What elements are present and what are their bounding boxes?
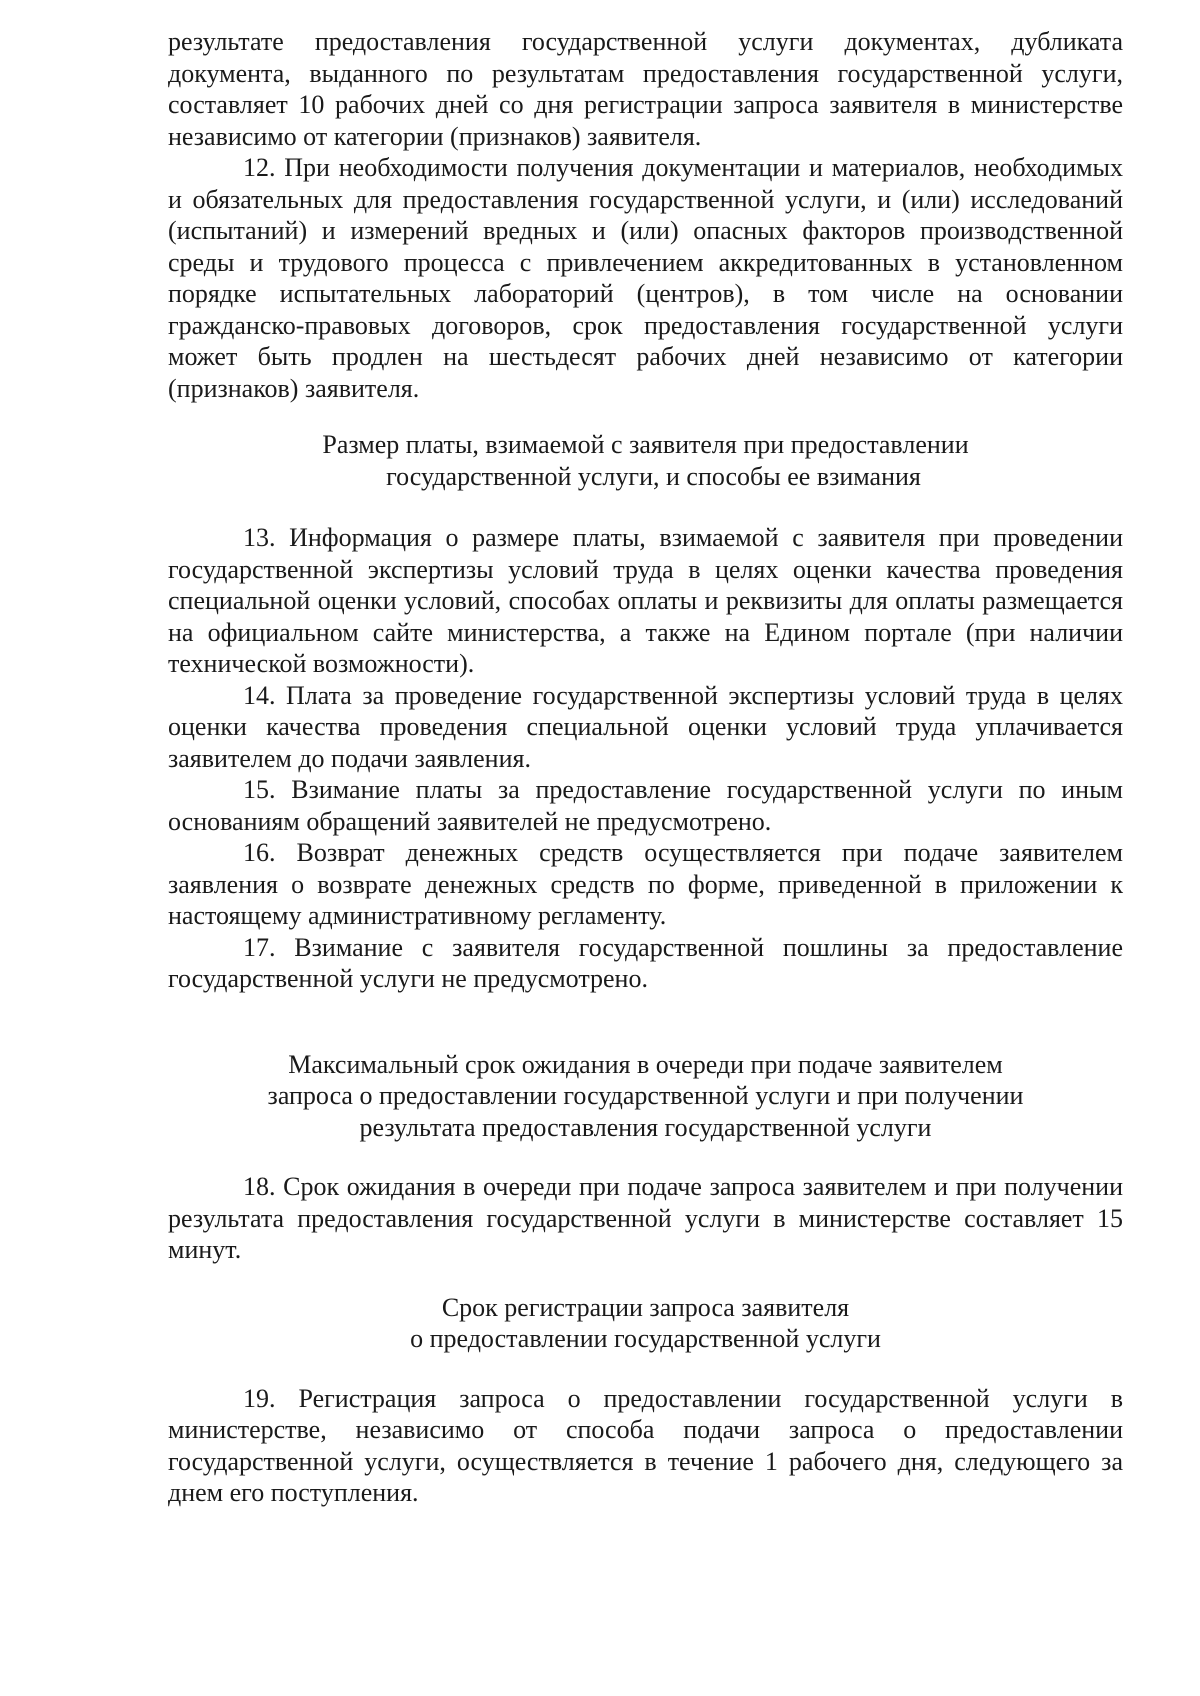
paragraph-16: 16. Возврат денежных средств осуществляется при подаче заявителем заявления о возврате денежных средств по форме, приведенной в приложении к настоящему административному регламенту. bbox=[168, 838, 1123, 930]
document-page bbox=[168, 26, 1123, 1509]
heading-line: запроса о предоставлении государственной услуги и при получении bbox=[267, 1081, 1024, 1110]
paragraph-14: 14. Плата за проведение государственной экспертизы условий труда в целях оценки качества проведения специальной оценки условий труда уплачивается заявителем до подачи заявления. bbox=[168, 680, 1123, 773]
paragraph-19: 19. Регистрация запроса о предоставлении государственной услуги в министерстве, независимо от способа подачи запроса о предоставлении государственной услуги, осуществляется в течение 1 рабочего дня, следующего за днем его поступления. bbox=[168, 1383, 1123, 1507]
paragraph-11-continuation: результате предоставления государственной услуги документах, дубликата документа, выданного по результатам предоставления государственной услуги, составляет 10 рабочих дней со дня регистрации запроса заявителя в министерстве независимо от категории (признаков) заявителя. bbox=[168, 27, 1123, 151]
heading-line: о предоставлении государственной услуги bbox=[410, 1324, 881, 1353]
paragraph-15: 15. Взимание платы за предоставление государственной услуги по иным основаниям обращений заявителей не предусмотрено. bbox=[168, 775, 1123, 836]
paragraph-18: 18. Срок ожидания в очереди при подаче запроса заявителем и при получении результата предоставления государственной услуги в министерстве составляет 15 минут. bbox=[168, 1172, 1123, 1264]
section-heading-fee bbox=[168, 429, 1123, 492]
heading-line: государственной услуги, и способы ее взимания bbox=[386, 461, 921, 491]
paragraph-13: 13. Информация о размере платы, взимаемой с заявителя при проведении государственной экспертизы условий труда в целях оценки качества проведения специальной оценки условий, способах оплаты и реквизиты для оплаты размещается на официальном сайте министерства, а также на Едином портале (при наличии технической возможности). bbox=[168, 523, 1123, 678]
heading-line: результата предоставления государственной услуги bbox=[359, 1112, 932, 1142]
paragraph-17: 17. Взимание с заявителя государственной пошлины за предоставление государственной услуги не предусмотрено. bbox=[168, 932, 1123, 993]
paragraph-12: 12. При необходимости получения документации и материалов, необходимых и обязательных для предоставления государственной услуги, и (или) исследований (испытаний) и измерений вредных и (или) опасных факторов производственной среды и трудового процесса с привлечением аккредитованных в установленном порядке испытательных лабораторий (центров), в том числе на основании гражданско-правовых договоров, срок предоставления государственной услуги может быть продлен на шестьдесят рабочих дней независимо от категории (признаков) заявителя. bbox=[168, 153, 1123, 403]
heading-line: Размер платы, взимаемой с заявителя при предоставлении bbox=[322, 430, 969, 459]
section-heading-queue bbox=[168, 1049, 1123, 1144]
heading-line: Срок регистрации запроса заявителя bbox=[441, 1292, 850, 1322]
section-heading-registration bbox=[168, 1292, 1123, 1355]
heading-line: Максимальный срок ожидания в очереди при подаче заявителем bbox=[288, 1049, 1003, 1079]
